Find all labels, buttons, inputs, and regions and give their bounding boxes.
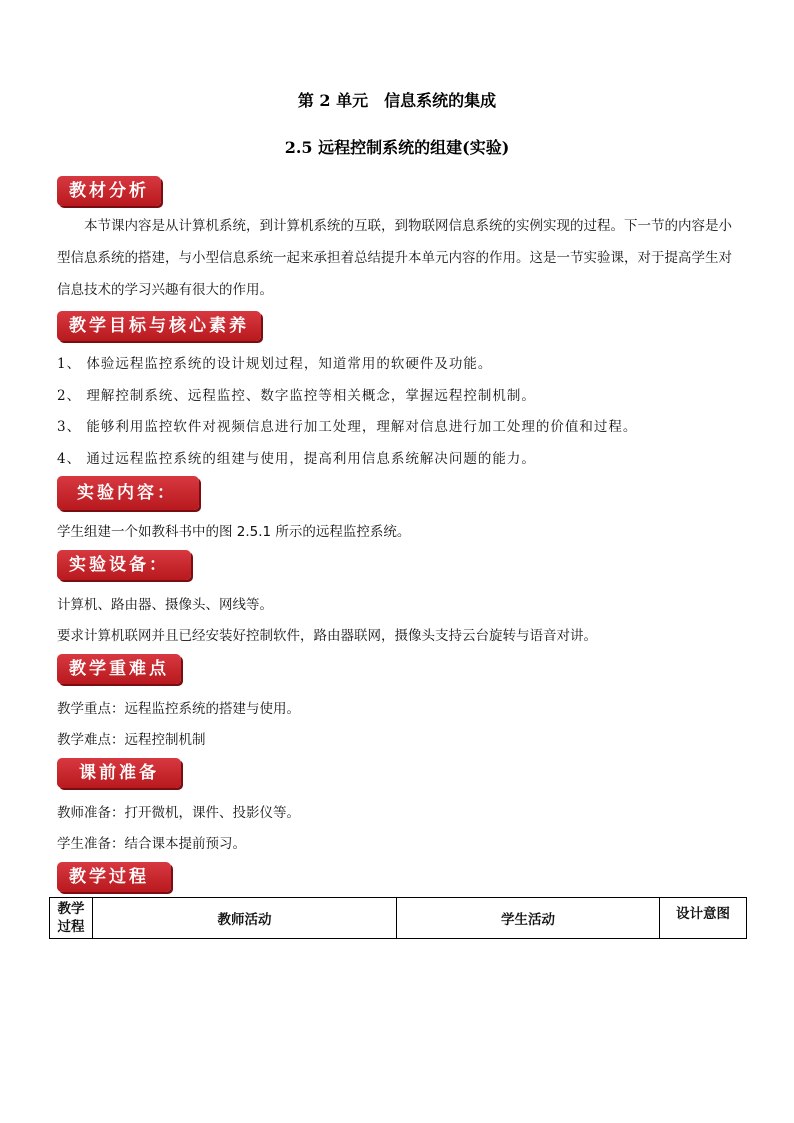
table-header-teacher: 教师活动 bbox=[93, 898, 397, 939]
student-prep: 学生准备：结合课本提前预习。 bbox=[57, 836, 246, 852]
table-header-intent: 设计意图 bbox=[660, 898, 747, 939]
goal-item: 1、 体验远程监控系统的设计规划过程，知道常用的软硬件及功能。 bbox=[57, 356, 493, 372]
content-text: 学生组建一个如教科书中的图 2.5.1 所示的远程监控系统。 bbox=[57, 524, 411, 540]
section-badge-prep: 课前准备 bbox=[57, 758, 181, 788]
equipment-requirement: 要求计算机联网并且已经安装好控制软件，路由器联网，摄像头支持云台旋转与语音对讲。 bbox=[57, 628, 597, 644]
lesson-title: 2.5 远程控制系统的组建(实验) bbox=[284, 138, 510, 157]
section-badge-analysis: 教材分析 bbox=[57, 176, 161, 206]
section-badge-equipment: 实验设备： bbox=[57, 550, 191, 580]
goal-item: 2、 理解控制系统、远程监控、数字监控等相关概念，掌握远程控制机制。 bbox=[57, 388, 536, 404]
process-table bbox=[49, 897, 747, 939]
goal-item: 4、 通过远程监控系统的组建与使用，提高利用信息系统解决问题的能力。 bbox=[57, 451, 536, 467]
table-header-student: 学生活动 bbox=[397, 898, 660, 939]
table-header-row bbox=[50, 898, 747, 939]
difficulty-point: 教学难点：远程控制机制 bbox=[57, 732, 206, 748]
analysis-text: 本节课内容是从计算机系统，到计算机系统的互联，到物联网信息系统的实例实现的过程。下一节的内容是小型信息系统的搭建，与小型信息系统一起来承担着总结提升本单元内容的作用。这是一节实验课，对于提高学生对信息技术的学习兴趣有很大的作用。 bbox=[57, 218, 732, 298]
table-header-stage: 教学 过程 bbox=[50, 898, 93, 939]
unit-title: 第 2 单元 信息系统的集成 bbox=[297, 91, 497, 110]
section-badge-keypoints: 教学重难点 bbox=[57, 654, 181, 684]
section-badge-process: 教学过程 bbox=[57, 862, 171, 892]
section-badge-goals: 教学目标与核心素养 bbox=[57, 311, 261, 341]
teacher-prep: 教师准备：打开微机，课件、投影仪等。 bbox=[57, 805, 300, 821]
section-badge-content: 实验内容： bbox=[57, 476, 199, 510]
equipment-line: 计算机、路由器、摄像头、网线等。 bbox=[57, 597, 273, 613]
key-point: 教学重点：远程监控系统的搭建与使用。 bbox=[57, 701, 300, 717]
goal-item: 3、 能够利用监控软件对视频信息进行加工处理，理解对信息进行加工处理的价值和过程。 bbox=[57, 419, 638, 435]
